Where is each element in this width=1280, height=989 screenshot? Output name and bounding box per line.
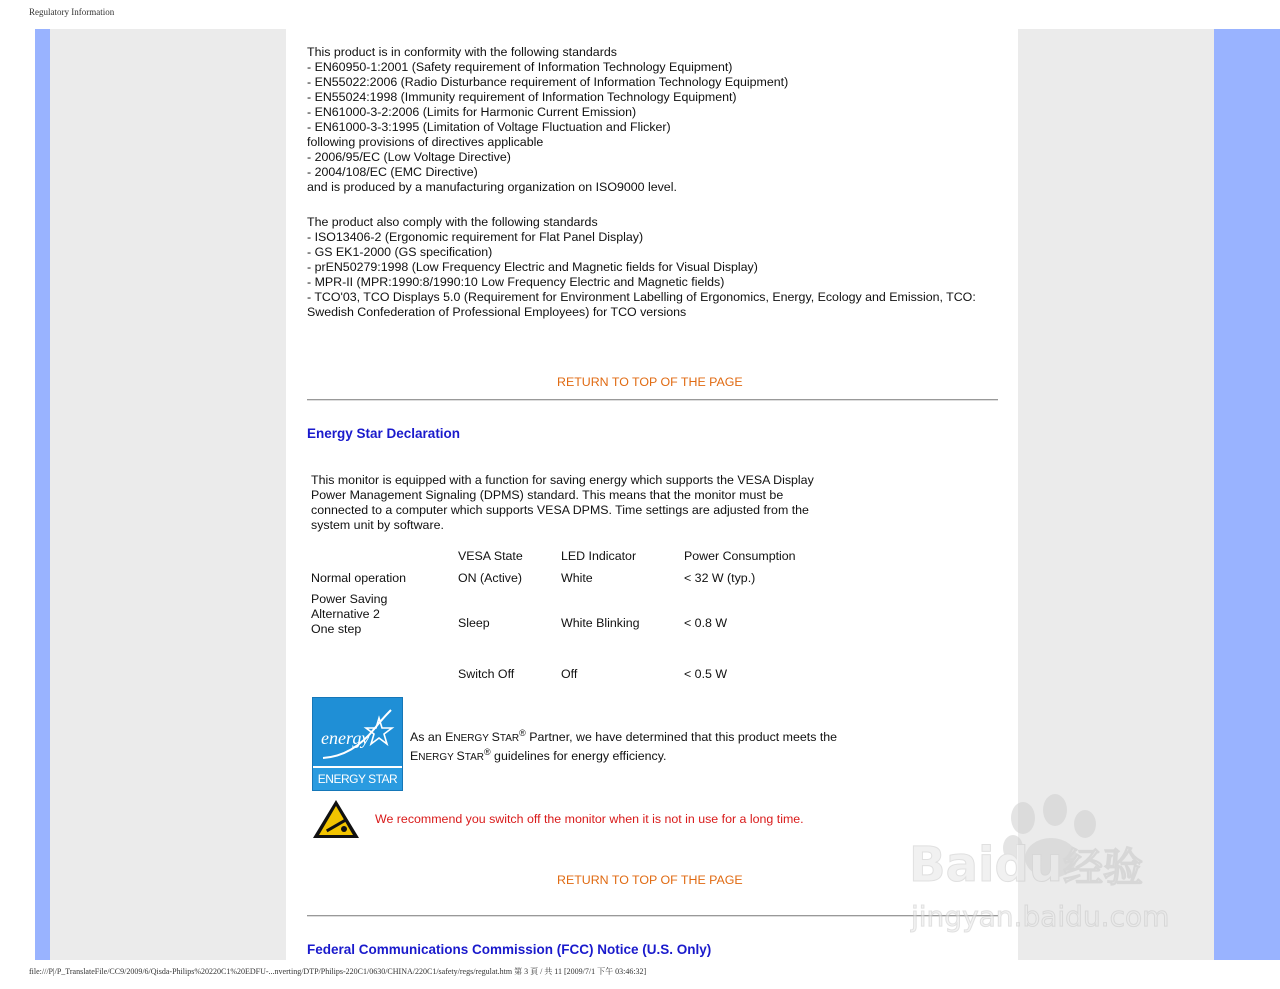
table-header-vesa-state: VESA State: [458, 549, 523, 563]
partner-text: NERGY: [453, 733, 492, 745]
energy-star-heading: Energy Star Declaration: [307, 426, 461, 441]
partner-text: Partner, we have determined that this product meets the: [525, 730, 838, 745]
conformity-line: This product is in conformity with the following standards: [307, 45, 617, 59]
standards-line: - prEN50279:1998 (Low Frequency Electric and Magnetic fields for Visual Display): [307, 260, 758, 274]
additional-standards-block: [307, 215, 976, 320]
standards-line: - TCO'03, TCO Displays 5.0 (Requirement for Environment Labelling of Ergonomics, Energy, Ecology and Emission, TCO:: [307, 290, 976, 304]
table-cell-mode: One step: [311, 622, 362, 636]
table-cell-mode: Alternative 2: [311, 607, 380, 621]
table-cell-led: White: [561, 571, 593, 585]
energy-star-partner-line-1: [410, 726, 837, 746]
partner-text: S: [491, 730, 500, 745]
registered-mark: ®: [519, 728, 526, 738]
conformity-standards-block: [307, 45, 788, 195]
table-cell-state: Sleep: [458, 616, 490, 630]
conformity-line: and is produced by a manufacturing organization on ISO9000 level.: [307, 180, 677, 194]
right-blue-margin: [1214, 29, 1280, 960]
table-header-power-consumption: Power Consumption: [684, 549, 796, 563]
table-cell-power: < 32 W (typ.): [684, 571, 756, 585]
watermark-domain: jingyan.baidu.com: [911, 900, 1170, 933]
standards-line: - GS EK1-2000 (GS specification): [307, 245, 493, 259]
energy-star-logo: [312, 697, 403, 791]
table-cell-led: White Blinking: [561, 616, 640, 630]
intro-line: This monitor is equipped with a function for saving energy which supports the VESA Display: [311, 473, 814, 487]
section-divider: [307, 915, 998, 917]
standards-line: The product also comply with the following standards: [307, 215, 598, 229]
energy-star-emblem-icon: [313, 698, 402, 768]
standards-line: - ISO13406-2 (Ergonomic requirement for Flat Panel Display): [307, 230, 644, 244]
watermark-brand-text: 经验: [1062, 845, 1143, 891]
standards-line: - MPR-II (MPR:1990:8/1990:10 Low Frequency Electric and Magnetic fields): [307, 275, 725, 289]
intro-line: Power Management Signaling (DPMS) standard. This means that the monitor must be: [311, 488, 784, 502]
conformity-line: - EN55024:1998 (Immunity requirement of Information Technology Equipment): [307, 90, 737, 104]
partner-text: guidelines for energy efficiency.: [490, 749, 667, 764]
standards-line: Swedish Confederation of Professional Employees) for TCO versions: [307, 305, 687, 319]
table-cell-state: ON (Active): [458, 571, 523, 585]
partner-text: TAR: [464, 752, 484, 764]
left-grey-column: [50, 29, 286, 960]
intro-line: system unit by software.: [311, 518, 444, 532]
warning-triangle-icon: [311, 798, 361, 840]
baidu-jingyan-watermark: [905, 790, 1205, 940]
conformity-line: - EN55022:2006 (Radio Disturbance requirement of Information Technology Equipment): [307, 75, 789, 89]
conformity-line: - EN60950-1:2001 (Safety requirement of Information Technology Equipment): [307, 60, 733, 74]
table-cell-led: Off: [561, 667, 578, 681]
partner-text: NERGY: [418, 752, 457, 764]
partner-text: As an E: [410, 730, 454, 745]
table-header-led-indicator: LED Indicator: [561, 549, 637, 563]
section-divider: [307, 399, 998, 401]
table-cell-power: < 0.5 W: [684, 667, 728, 681]
fcc-notice-heading: Federal Communications Commission (FCC) Notice (U.S. Only): [307, 942, 712, 957]
return-to-top-link[interactable]: RETURN TO TOP OF THE PAGE: [557, 873, 743, 887]
registered-mark: ®: [483, 747, 491, 757]
table-cell-state: Switch Off: [458, 667, 515, 681]
partner-text: TAR: [499, 733, 520, 745]
partner-text: S: [456, 749, 465, 764]
conformity-line: - 2004/108/EC (EMC Directive): [307, 165, 478, 179]
watermark-brand: [909, 836, 1143, 893]
conformity-line: - 2006/95/EC (Low Voltage Directive): [307, 150, 511, 164]
table-cell-mode: Normal operation: [311, 571, 407, 585]
page-footer-path: file:///P|/P_TranslateFile/CC9/2009/6/Qisda-Philips%20220C1%20EDFU-...nverting/DTP/Philips-220C1/0630/CHINA/220C1/safety/regs/regulat.htm 第 3 頁 / 共 11 [2009/7/1 下午 03:46:32]: [29, 967, 647, 976]
watermark-brand-text: Bai: [909, 837, 995, 893]
watermark-brand-text: du: [994, 837, 1063, 893]
conformity-line: - EN61000-3-3:1995 (Limitation of Voltage Fluctuation and Flicker): [307, 120, 671, 134]
left-blue-margin: [35, 29, 50, 960]
energy-star-intro: [311, 473, 814, 533]
conformity-line: following provisions of directives applicable: [307, 135, 544, 149]
page-header-title: Regulatory Information: [29, 7, 115, 17]
energy-star-logo-label: ENERGY STAR: [313, 766, 402, 790]
return-to-top-link[interactable]: RETURN TO TOP OF THE PAGE: [557, 375, 743, 389]
table-cell-mode: Power Saving: [311, 592, 388, 606]
table-cell-power: < 0.8 W: [684, 616, 728, 630]
intro-line: connected to a computer which supports VESA DPMS. Time settings are adjusted from the: [311, 503, 809, 517]
energy-script-text: energy: [321, 728, 370, 748]
switch-off-warning: We recommend you switch off the monitor when it is not in use for a long time.: [375, 812, 804, 826]
conformity-line: - EN61000-3-2:2006 (Limits for Harmonic Current Emission): [307, 105, 637, 119]
partner-text: E: [410, 749, 419, 764]
energy-star-partner-line-2: [410, 745, 666, 765]
